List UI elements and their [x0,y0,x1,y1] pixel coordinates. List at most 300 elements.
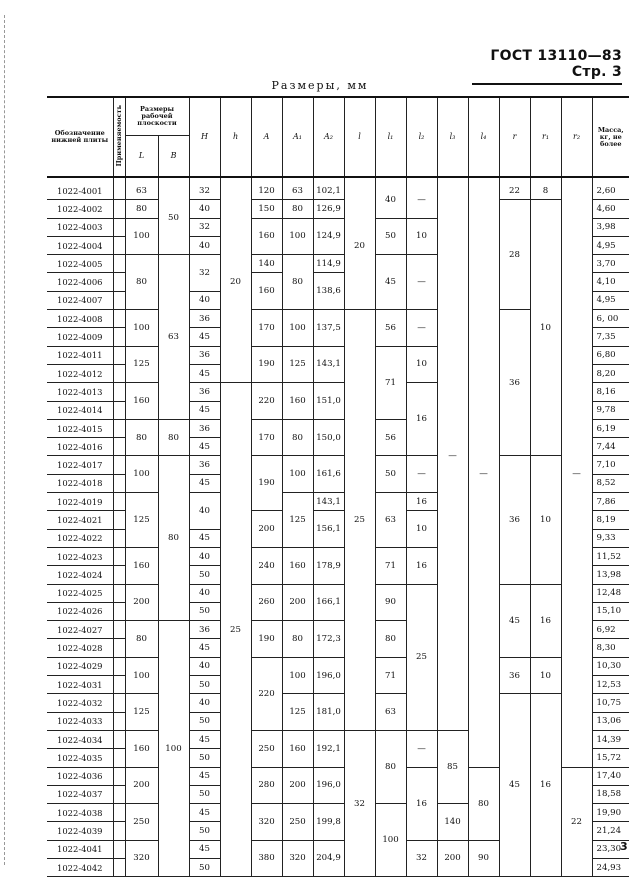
applicability-cell [113,822,125,840]
designation-cell: 1022-4013 [47,383,113,401]
a1-cell: 80 [282,255,313,310]
r1-cell: 10 [530,657,561,694]
l-cell: 100 [125,657,158,694]
l2-cell: 16 [406,767,437,840]
applicability-cell [113,218,125,236]
designation-cell: 1022-4035 [47,749,113,767]
l2-cell: — [406,310,437,347]
h-cell: 40 [189,493,220,530]
l1-cell: 71 [375,657,406,694]
a2-cell: 192,1 [313,730,344,767]
h-cell: 36 [189,310,220,328]
r1-cell: 16 [530,584,561,657]
applicability-cell [113,529,125,547]
designation-cell: 1022-4019 [47,493,113,511]
a2-cell: 143,1 [313,493,344,511]
h-cell: 36 [189,621,220,639]
l2-cell: — [406,730,437,767]
designation-cell: 1022-4038 [47,804,113,822]
mass-cell: 21,24 [592,822,629,840]
applicability-cell [113,328,125,346]
l1-cell: 40 [375,177,406,218]
a2-cell: 178,9 [313,547,344,584]
table-row [47,584,629,602]
h-cell: 45 [189,639,220,657]
r2-cell: — [561,177,592,767]
h-cell: 45 [189,438,220,456]
applicability-cell [113,639,125,657]
applicability-cell [113,177,125,200]
a1-cell: 200 [282,767,313,804]
header-designation: Обозначение нижней плиты [47,97,113,177]
a1-cell: 320 [282,840,313,877]
header-l: l [344,97,375,177]
a-cell: 160 [251,273,282,310]
mass-cell: 3,98 [592,218,629,236]
l-cell: 63 [125,177,158,200]
applicability-cell [113,804,125,822]
a1-cell: 250 [282,804,313,841]
mass-cell: 12,48 [592,584,629,602]
a-cell: 190 [251,456,282,511]
applicability-cell [113,547,125,565]
designation-cell: 1022-4011 [47,346,113,364]
a2-cell: 196,0 [313,657,344,694]
mass-cell: 17,40 [592,767,629,785]
mass-cell: 4,60 [592,200,629,218]
applicability-cell [113,730,125,748]
designation-cell: 1022-4032 [47,694,113,712]
a2-cell: 150,0 [313,419,344,456]
a1-cell: 125 [282,694,313,731]
l-cell: 125 [125,694,158,731]
table-row [47,694,629,712]
l4-cell: 80 [468,767,499,840]
a1-cell: 100 [282,456,313,493]
mass-cell: 7,35 [592,328,629,346]
designation-cell: 1022-4009 [47,328,113,346]
designation-cell: 1022-4037 [47,785,113,803]
h-cell: 25 [220,383,251,877]
a2-cell: 143,1 [313,346,344,383]
l2-cell: 10 [406,511,437,548]
l2-cell: 32 [406,840,437,877]
h-cell: 45 [189,328,220,346]
header-h: h [220,97,251,177]
applicability-cell [113,310,125,328]
applicability-cell [113,456,125,474]
applicability-cell [113,602,125,620]
a2-cell: 151,0 [313,383,344,420]
r1-cell: 16 [530,694,561,877]
a-cell: 190 [251,621,282,658]
designation-cell: 1022-4004 [47,236,113,254]
applicability-cell [113,236,125,254]
applicability-cell [113,621,125,639]
h-cell: 36 [189,346,220,364]
page-number: 3 [620,840,628,853]
h-cell: 36 [189,419,220,437]
h-cell: 50 [189,676,220,694]
header-A1: A₁ [282,97,313,177]
a2-cell: 124,9 [313,218,344,255]
designation-cell: 1022-4034 [47,730,113,748]
h-cell: 50 [189,749,220,767]
header-A2: A₂ [313,97,344,177]
designation-cell: 1022-4033 [47,712,113,730]
mass-cell: 6,80 [592,346,629,364]
applicability-cell [113,273,125,291]
h-cell: 45 [189,730,220,748]
header-L: L [125,135,158,177]
a1-cell: 125 [282,346,313,383]
l1-cell: 71 [375,346,406,419]
l1-cell: 50 [375,218,406,255]
mass-cell: 8,20 [592,364,629,382]
header-B: B [158,135,189,177]
l1-cell: 100 [375,804,406,877]
a-cell: 190 [251,346,282,383]
designation-cell: 1022-4006 [47,273,113,291]
designation-cell: 1022-4008 [47,310,113,328]
a1-cell: 200 [282,584,313,621]
h-cell: 36 [189,383,220,401]
a1-cell: 100 [282,218,313,255]
mass-cell: 3,70 [592,255,629,273]
l1-cell: 50 [375,456,406,493]
mass-cell: 7,44 [592,438,629,456]
designation-cell: 1022-4031 [47,676,113,694]
h-cell: 40 [189,657,220,675]
b-cell: 63 [158,255,189,420]
l2-cell: 16 [406,383,437,456]
l4-cell: — [468,177,499,767]
header-mass: Масса, кг, не более [592,97,629,177]
a-cell: 380 [251,840,282,877]
l-cell: 200 [125,584,158,621]
r-cell: 45 [499,694,530,877]
a1-cell: 125 [282,493,313,548]
applicability-cell [113,767,125,785]
applicability-cell [113,346,125,364]
a2-cell: 102,1 [313,177,344,200]
table-row [47,456,629,474]
l1-cell: 63 [375,493,406,548]
a2-cell: 204,9 [313,840,344,877]
a-cell: 220 [251,657,282,730]
l-cell: 160 [125,383,158,420]
l1-cell: 45 [375,255,406,310]
a-cell: 170 [251,310,282,347]
h-cell: 40 [189,694,220,712]
mass-cell: 15,72 [592,749,629,767]
h-cell: 32 [189,255,220,292]
table-body [47,177,629,877]
h-cell: 32 [189,177,220,200]
mass-cell: 7,10 [592,456,629,474]
h-cell: 40 [189,547,220,565]
a-cell: 260 [251,584,282,621]
a-cell: 140 [251,255,282,273]
l-cell: 200 [125,767,158,804]
a-cell: 320 [251,804,282,841]
mass-cell: 18,58 [592,785,629,803]
l-cell: 320 [125,840,158,877]
l2-cell: 25 [406,584,437,730]
designation-cell: 1022-4017 [47,456,113,474]
header-l2: l₂ [406,97,437,177]
designation-cell: 1022-4026 [47,602,113,620]
applicability-cell [113,584,125,602]
a1-cell: 63 [282,177,313,200]
r-cell: 36 [499,310,530,456]
l2-cell: 10 [406,218,437,255]
mass-cell: 2,60 [592,177,629,200]
h-cell: 32 [189,218,220,236]
designation-cell: 1022-4007 [47,291,113,309]
applicability-cell [113,858,125,876]
designation-cell: 1022-4012 [47,364,113,382]
header-l1: l₁ [375,97,406,177]
header-applicability: Применяемость [113,97,125,177]
applicability-cell [113,785,125,803]
l-cell: 125 [125,493,158,548]
r1-cell: 8 [530,177,561,200]
l1-cell: 90 [375,584,406,621]
designation-cell: 1022-4042 [47,858,113,876]
a1-cell: 80 [282,200,313,218]
l-cell: 80 [125,621,158,658]
table-caption: Размеры, мм [271,79,369,92]
l-cell: 100 [125,456,158,493]
h-cell: 50 [189,785,220,803]
applicability-cell [113,840,125,858]
a2-cell: 137,5 [313,310,344,347]
designation-cell: 1022-4024 [47,566,113,584]
designation-cell: 1022-4021 [47,511,113,529]
applicability-cell [113,657,125,675]
l2-cell: — [406,177,437,218]
l-cell: 80 [125,419,158,456]
applicability-cell [113,749,125,767]
mass-cell: 4,95 [592,236,629,254]
applicability-cell [113,712,125,730]
header-work-surface: Размеры рабочей плоскости [125,97,189,135]
page-reference: Стр. 3 [571,64,622,80]
applicability-cell [113,255,125,273]
a1-cell: 160 [282,730,313,767]
header-r2: r₂ [561,97,592,177]
applicability-cell [113,511,125,529]
a-cell: 280 [251,767,282,804]
a-cell: 200 [251,511,282,548]
a2-cell: 166,1 [313,584,344,621]
l2-cell: 16 [406,493,437,511]
mass-cell: 6,19 [592,419,629,437]
a-cell: 160 [251,218,282,255]
designation-cell: 1022-4029 [47,657,113,675]
l-cell: 125 [125,346,158,383]
l1-cell: 56 [375,419,406,456]
h-cell: 45 [189,364,220,382]
l-cell: 20 [344,177,375,310]
applicability-cell [113,438,125,456]
l2-cell: 10 [406,346,437,383]
mass-cell: 14,39 [592,730,629,748]
h-cell: 45 [189,529,220,547]
l3-cell: 140 [437,804,468,841]
applicability-cell [113,364,125,382]
mass-cell: 6, 00 [592,310,629,328]
a1-cell: 100 [282,657,313,694]
a2-cell: 172,3 [313,621,344,658]
a2-cell: 126,9 [313,200,344,218]
a2-cell: 196,0 [313,767,344,804]
applicability-cell [113,694,125,712]
b-cell: 100 [158,621,189,877]
designation-cell: 1022-4036 [47,767,113,785]
mass-cell: 9,33 [592,529,629,547]
h-cell: 40 [189,291,220,309]
a2-cell: 199,8 [313,804,344,841]
h-cell: 36 [189,456,220,474]
l1-cell: 80 [375,621,406,658]
mass-cell: 13,98 [592,566,629,584]
designation-cell: 1022-4014 [47,401,113,419]
h-cell: 50 [189,602,220,620]
l2-cell: — [406,255,437,310]
designation-cell: 1022-4015 [47,419,113,437]
a2-cell: 114,9 [313,255,344,273]
r1-cell: 10 [530,200,561,456]
a-cell: 150 [251,200,282,218]
table-row [47,657,629,675]
a2-cell: 156,1 [313,511,344,548]
mass-cell: 10,75 [592,694,629,712]
r-cell: 22 [499,177,530,200]
r-cell: 36 [499,456,530,584]
a1-cell: 80 [282,621,313,658]
r-cell: 28 [499,200,530,310]
l-cell: 25 [344,310,375,731]
header-r1: r₁ [530,97,561,177]
mass-cell: 8,52 [592,474,629,492]
h-cell: 45 [189,474,220,492]
l1-cell: 71 [375,547,406,584]
header-l4: l₄ [468,97,499,177]
applicability-cell [113,419,125,437]
table-row [47,177,629,200]
a2-cell: 138,6 [313,273,344,310]
h-cell: 50 [189,712,220,730]
mass-cell: 8,30 [592,639,629,657]
mass-cell: 9,78 [592,401,629,419]
mass-cell: 7,86 [592,493,629,511]
mass-cell: 23,30 [592,840,629,858]
applicability-cell [113,291,125,309]
applicability-cell [113,401,125,419]
l-cell: 32 [344,730,375,876]
designation-cell: 1022-4025 [47,584,113,602]
h-cell: 50 [189,566,220,584]
b-cell: 80 [158,456,189,621]
r1-cell: 10 [530,456,561,584]
designation-cell: 1022-4023 [47,547,113,565]
dimensions-table [47,96,629,877]
applicability-cell [113,474,125,492]
designation-cell: 1022-4001 [47,177,113,200]
l4-cell: 90 [468,840,499,877]
mass-cell: 8,16 [592,383,629,401]
mass-cell: 4,10 [592,273,629,291]
h-cell: 40 [189,584,220,602]
h-cell: 20 [220,177,251,383]
header-A: A [251,97,282,177]
designation-cell: 1022-4039 [47,822,113,840]
h-cell: 45 [189,401,220,419]
mass-cell: 12,53 [592,676,629,694]
l-cell: 250 [125,804,158,841]
mass-cell: 13,06 [592,712,629,730]
designation-cell: 1022-4027 [47,621,113,639]
designation-cell: 1022-4018 [47,474,113,492]
mass-cell: 24,93 [592,858,629,876]
mass-cell: 15,10 [592,602,629,620]
l-cell: 100 [125,218,158,255]
l1-cell: 56 [375,310,406,347]
h-cell: 40 [189,200,220,218]
l2-cell: — [406,456,437,493]
standard-number: ГОСТ 13110—83 [490,48,622,64]
applicability-cell [113,493,125,511]
l2-cell: 16 [406,547,437,584]
mass-cell: 8,19 [592,511,629,529]
designation-cell: 1022-4002 [47,200,113,218]
r-cell: 36 [499,657,530,694]
mass-cell: 6,92 [592,621,629,639]
h-cell: 45 [189,840,220,858]
designation-cell: 1022-4022 [47,529,113,547]
l-cell: 100 [125,310,158,347]
b-cell: 80 [158,419,189,456]
designation-cell: 1022-4003 [47,218,113,236]
a1-cell: 160 [282,383,313,420]
a-cell: 220 [251,383,282,420]
l-cell: 160 [125,730,158,767]
a1-cell: 80 [282,419,313,456]
a2-cell: 161,6 [313,456,344,493]
l3-cell: — [437,177,468,730]
applicability-cell [113,566,125,584]
header-H: H [189,97,220,177]
applicability-cell [113,676,125,694]
mass-cell: 10,30 [592,657,629,675]
a2-cell: 181,0 [313,694,344,731]
a1-cell: 160 [282,547,313,584]
a-cell: 120 [251,177,282,200]
applicability-cell [113,200,125,218]
a1-cell: 100 [282,310,313,347]
table-row [47,200,629,218]
r-cell: 45 [499,584,530,657]
mass-cell: 4,95 [592,291,629,309]
h-cell: 50 [189,858,220,876]
h-cell: 40 [189,236,220,254]
l-cell: 80 [125,200,158,218]
h-cell: 50 [189,822,220,840]
l-cell: 160 [125,547,158,584]
r2-cell: 22 [561,767,592,877]
